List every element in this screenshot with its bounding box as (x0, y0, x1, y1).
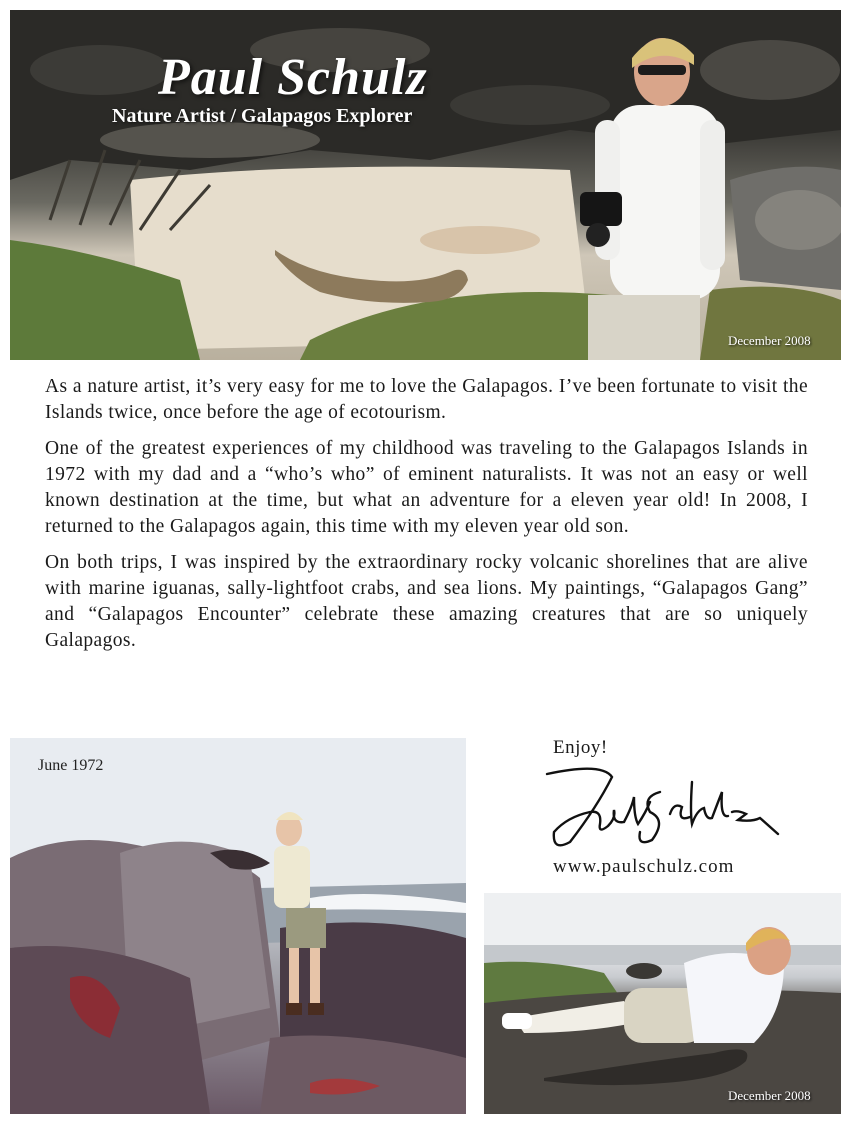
recent-photo (484, 893, 841, 1114)
hero-photo (10, 10, 841, 360)
childhood-photo-scene (10, 738, 466, 1114)
artist-subtitle: Nature Artist / Galapagos Explorer (112, 105, 413, 127)
closing-greeting: Enjoy! (553, 737, 608, 758)
signature (542, 762, 782, 862)
website-link[interactable]: www.paulschulz.com (553, 856, 735, 877)
paragraph-inspiration: On both trips, I was inspired by the extraordinary rocky volcanic shorelines that are alive with marine iguanas, sally-lightfoot crabs, and sea lions. My paintings, “Galapagos Gang” and “Galapagos Encounter” celebrate these amazing creatures that are so uniquely Galapagos. (45, 552, 808, 651)
childhood-photo-date: June 1972 (38, 757, 104, 774)
artist-name: Paul Schulz (158, 49, 428, 106)
paragraph-intro: As a nature artist, it’s very easy for me to love the Galapagos. I’ve been fortunate to visit the Islands twice, once before the age of ecotourism. (45, 376, 808, 423)
paragraph-childhood: One of the greatest experiences of my childhood was traveling to the Galapagos Islands in 1972 with my dad and a “who’s who” of eminent naturalists. It was not an easy or well known destination at the time, but what an adventure for a eleven year old! In 2008, I returned to the Galapagos again, this time with my eleven year old son. (45, 438, 808, 537)
story-text (45, 374, 808, 664)
recent-photo-date: December 2008 (728, 1088, 811, 1103)
hero-photo-date: December 2008 (728, 333, 811, 348)
recent-photo-scene (484, 893, 841, 1114)
childhood-photo (10, 738, 466, 1114)
